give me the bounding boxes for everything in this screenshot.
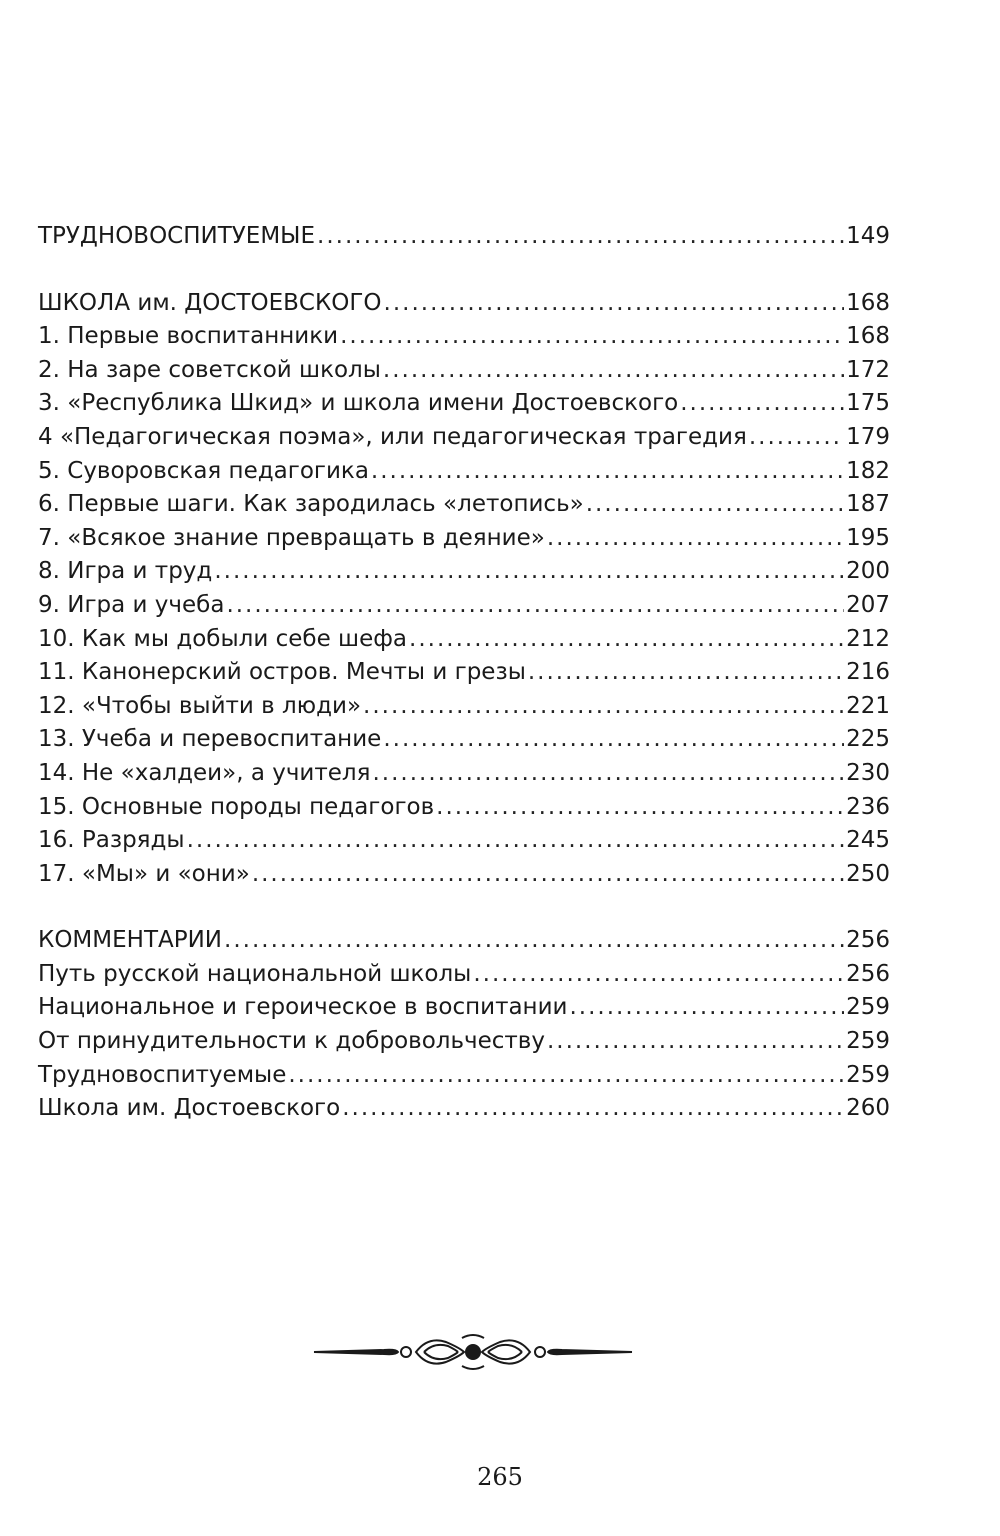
toc-entry-page: 259 [846,1061,890,1088]
toc-entry[interactable] [38,488,890,522]
toc-entry[interactable] [38,858,890,892]
toc-entry-label: Национальное и героическое в воспитании [38,994,568,1021]
toc-entry[interactable] [38,723,890,757]
toc-entry[interactable] [38,824,890,858]
toc-entry-page: 168 [846,289,890,316]
toc-entry-label: 11. Канонерский остров. Мечты и грезы [38,659,526,686]
toc-leader-dots [371,455,844,489]
toc-entry-page: 187 [846,491,890,518]
toc-entry[interactable] [38,623,890,657]
toc-entry[interactable] [38,522,890,556]
toc-entry-page: 149 [846,223,890,249]
toc-entry-label: 15. Основные породы педагогов [38,793,435,820]
toc-entry-label: От принудительности к добровольчеству [38,1028,545,1055]
page-number: 265 [477,1463,523,1491]
toc-entry-label: ШКОЛА им. ДОСТОЕВСКОГО [38,289,382,316]
toc-entry-label: 5. Суворовская педагогика [38,457,369,484]
toc-entry-label: 16. Разряды [38,827,185,854]
toc-entry-page: 175 [846,390,890,417]
toc-entry[interactable] [38,791,890,825]
toc-leader-dots [384,287,845,321]
toc-leader-dots [226,589,844,623]
decorative-flourish-icon [312,1330,634,1374]
toc-entry-label: 6. Первые шаги. Как зародилась «летопись» [38,491,584,518]
toc-group-school [38,287,890,892]
toc-entry-label: 8. Игра и труд [38,558,213,585]
toc-entry-page: 221 [846,692,890,719]
toc-entry-label: 3. «Республика Шкид» и школа имени Достоевского [38,390,679,417]
toc-leader-dots [547,1025,844,1059]
toc-entry-page: 168 [846,323,890,350]
toc-leader-dots [436,791,844,825]
toc-entry-page: 230 [846,759,890,786]
toc-entry-page: 260 [846,1095,890,1122]
toc-leader-dots [409,623,844,657]
toc-leader-dots [570,991,845,1025]
toc-entry-page: 250 [846,860,890,887]
toc-entry[interactable] [38,656,890,690]
toc-entry-page: 259 [846,1028,890,1055]
toc-entry-page: 172 [846,356,890,383]
toc-entry[interactable] [38,690,890,724]
toc-entry-label: 14. Не «халдеи», а учителя [38,759,371,786]
toc-entry-page: 256 [846,927,890,954]
toc-entry-label: Путь русской национальной школы [38,960,472,987]
toc-entry[interactable] [38,421,890,455]
toc-leader-dots [224,924,844,958]
toc-entry-label: Трудновоспитуемые [38,1061,287,1088]
toc-entry[interactable] [38,387,890,421]
toc-entry[interactable] [38,757,890,791]
toc-leader-dots [342,1092,844,1126]
toc-entry-page: 236 [846,793,890,820]
toc-entry[interactable] [38,589,890,623]
toc-leader-dots [547,522,844,556]
toc-entry-label: 2. На заре советской школы [38,356,381,383]
toc-leader-dots [317,220,844,254]
toc-group-comments [38,924,890,1126]
toc-leader-dots [363,690,844,724]
toc-leader-dots [187,824,845,858]
toc-leader-dots [680,387,844,421]
toc-leader-dots [749,421,844,455]
toc-leader-dots [528,656,844,690]
toc-leader-dots [586,488,844,522]
toc-entry[interactable] [38,354,890,388]
toc-entry-page: 225 [846,726,890,753]
toc-entry[interactable] [38,220,890,254]
toc-entry-label: ТРУДНОВОСПИТУЕМЫЕ [38,223,316,249]
toc-entry-label: 9. Игра и учеба [38,591,225,618]
toc-entry[interactable] [38,924,890,958]
toc-leader-dots [372,757,844,791]
toc-entry-label: КОММЕНТАРИИ [38,927,223,954]
toc-entry-label: 13. Учеба и перевоспитание [38,726,382,753]
toc-entry[interactable] [38,1025,890,1059]
toc-entry-page: 195 [846,524,890,551]
toc-entry[interactable] [38,1059,890,1093]
toc-entry[interactable] [38,1092,890,1126]
toc-entry-label: 1. Первые воспитанники [38,323,339,350]
toc-entry-page: 179 [846,423,890,450]
toc-entry-label: 7. «Всякое знание превращать в деяние» [38,524,545,551]
toc-entry-page: 182 [846,457,890,484]
toc-group-difficult [38,220,890,254]
toc-entry[interactable] [38,320,890,354]
toc-entry-page: 207 [846,591,890,618]
toc-leader-dots [383,354,844,388]
toc-entry-page: 259 [846,994,890,1021]
toc-entry-label: 4 «Педагогическая поэма», или педагогическая трагедия [38,423,747,450]
toc-entry-label: 10. Как мы добыли себе шефа [38,625,408,652]
toc-leader-dots [214,555,844,589]
toc-leader-dots [340,320,844,354]
toc-entry-label: Школа им. Достоевского [38,1095,341,1122]
toc-entry-page: 216 [846,659,890,686]
toc-entry-page: 212 [846,625,890,652]
toc-entry-label: 17. «Мы» и «они» [38,860,250,887]
toc-entry[interactable] [38,958,890,992]
toc-entry[interactable] [38,555,890,589]
toc-leader-dots [252,858,844,892]
toc-entry-page: 256 [846,960,890,987]
toc-entry[interactable] [38,455,890,489]
table-of-contents [38,220,890,1159]
toc-entry[interactable] [38,991,890,1025]
toc-entry-page: 245 [846,827,890,854]
toc-entry-label: 12. «Чтобы выйти в люди» [38,692,362,719]
toc-leader-dots [383,723,844,757]
toc-leader-dots [288,1059,844,1093]
toc-entry-page: 200 [846,558,890,585]
toc-leader-dots [473,958,844,992]
toc-entry[interactable] [38,287,890,321]
